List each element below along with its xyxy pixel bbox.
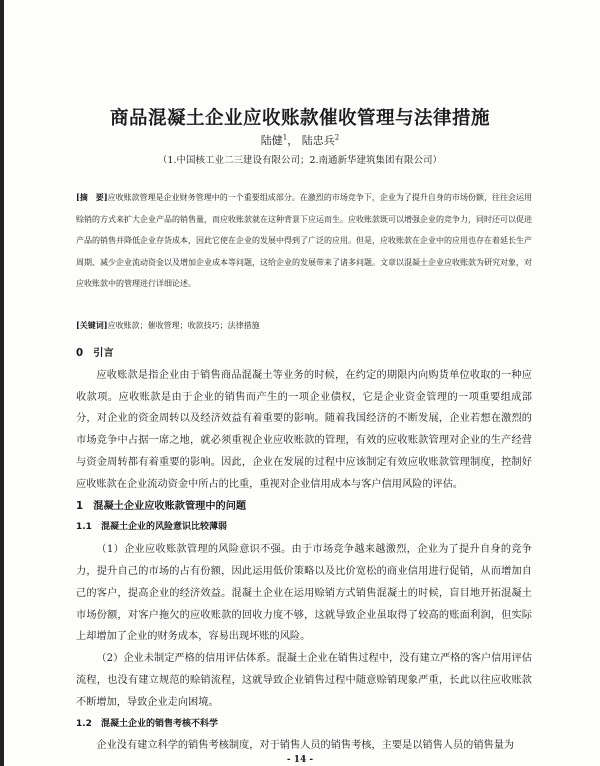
abstract-text: 应收账款管理是企业财务管理中的一个重要组成部分。在激烈的市场竞争下，企业为了提升自身的市场份额，往往会运用赊销的方式来扩大企业产品的销售量，而应收账款就在这种背景下应运而生。应收账款既可以增强企业的竞争力，同时还可以促进产品的销售并降低企业存货成本，因此它使在企业的发展中得到了广泛的应用。但是，应收账款在企业中的应用也存在着延长生产周期、减少企业流动资金以及增加企业成本等问题，这给企业的发展带来了诸多问题。文章以混凝土企业应收账款为研究对象，对应收账款中的管理进行详细论述。 [76, 193, 532, 288]
abstract-label: [摘 要] [76, 192, 108, 202]
author-affil-mark: 1 [282, 133, 288, 142]
author-affil-mark: 2 [334, 133, 340, 142]
article-title: 商品混凝土企业应收账款催收管理与法律措施 [109, 108, 490, 129]
paragraph: 企业没有建立科学的销售考核制度，对于销售人员的销售考核，主要是以销售人员的销售量为 [96, 740, 515, 752]
abstract [76, 187, 532, 295]
keywords-label: [关键词] [76, 320, 108, 330]
paragraph: （2）企业未制定严格的信用评估体系。混凝土企业在销售过程中，没有建立严格的客户信用评估流程，也没有建立规范的赊销流程，这就导致企业销售过程中随意赊销现象严重，长此以往应收账款不断增加，导致企业走向困境。 [76, 653, 532, 708]
affiliation: （1.中国核工业二三建设有限公司；2.南通新华建筑集团有限公司） [157, 155, 443, 166]
subsection-heading: 1.2 混凝土企业的销售考核不科学 [76, 718, 218, 729]
subsection-heading: 1.1 混凝土企业的风险意识比较薄弱 [76, 522, 227, 533]
author-name: 陆健 [260, 134, 283, 147]
section-heading: 1 混凝土企业应收账款管理中的问题 [76, 500, 247, 512]
keywords-text: 应收账款；催收管理；收款技巧；法律措施 [107, 321, 260, 330]
section-heading: 0 引言 [76, 348, 114, 359]
body-text [76, 343, 532, 757]
paragraph: 应收账款是指企业由于销售商品混凝土等业务的时候，在约定的期限内向购货单位收取的一种应收款项。应收账款是由于企业的销售而产生的一项企业债权，它是企业资金管理的一项重要组成部分，对企业的资金周转以及经济效益有着重要的影响。随着我国经济的不断发展，企业若想在激烈的市场竞争中占据一席之地，就必须重视企业应收账款的管理，有效的应收账款管理对企业的生产经营与资金周转都有着重要的影响。因此，企业在发展的过程中应该制定有效应收账款管理制度，控制好应收账款在企业流动资金中所占的比重，重视对企业信用成本与客户信用风险的评估。 [76, 369, 532, 490]
paragraph: （1）企业应收账款管理的风险意识不强。由于市场竞争越来越激烈，企业为了提升自身的竞争力，提升自己的市场的占有份额，因此运用低价策略以及比价宽松的商业信用进行促销，从而增加自己的客户，提高企业的经济效益。混凝土企业在运用赊销方式销售混凝土的时候，盲目地开拓混凝土市场份额，对客户拖欠的应收账款的回收力度不够，这就导致企业虽取得了较高的账面利润，但实际上却增加了企业的财务成本，容易出现坏账的风险。 [76, 544, 532, 643]
page-number: - 14 - [286, 755, 314, 765]
author-line: 陆健$^1$， 陆忠兵$^2$ [260, 133, 340, 147]
keywords [76, 320, 532, 331]
author-name: 陆忠兵 [301, 134, 335, 147]
